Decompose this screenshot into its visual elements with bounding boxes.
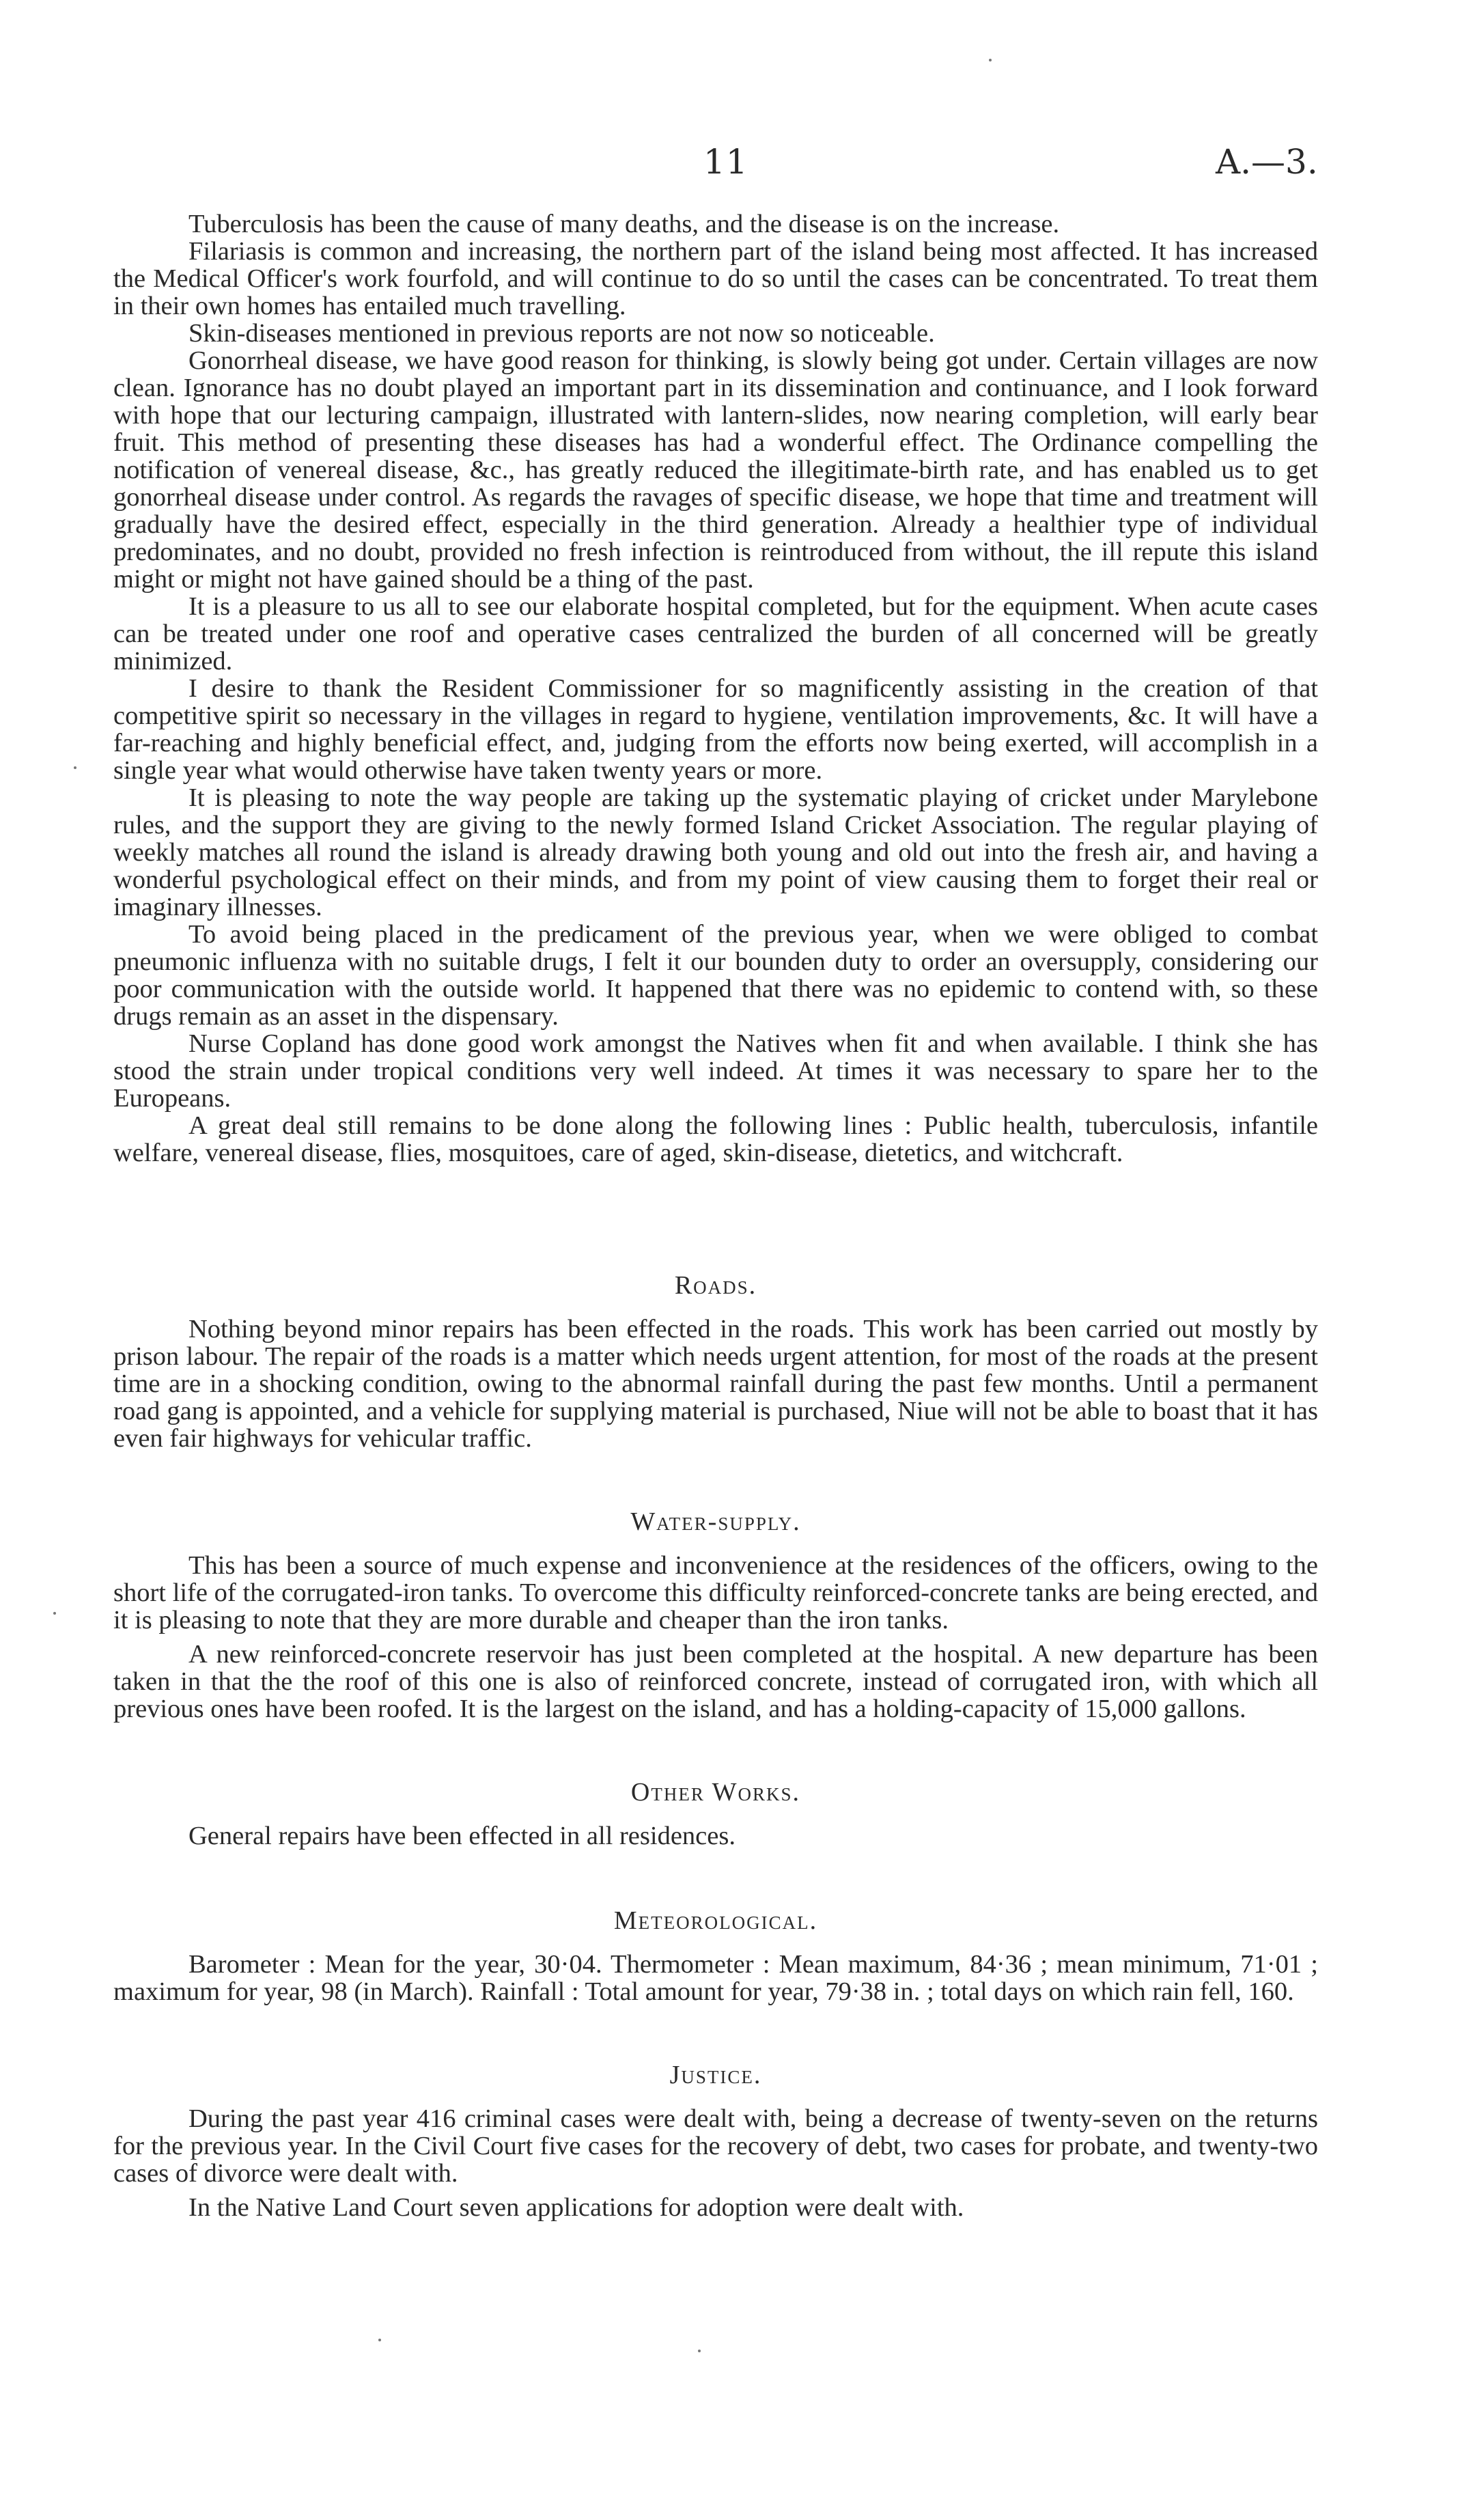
roads-paragraph: Nothing beyond minor repairs has been effected in the roads. This work has been carried out mostly by prison labour. The repair of the roads is a matter which needs urgent attention, for most of the roads at the present time are in a shocking condition, owing to the abnormal rainfall during the past few months. Until a permanent road gang is appointed, and a vehicle for supplying material is purchased, Niue will not be able to boast that it has even fair highways for vehicular traffic.	[113, 1315, 1318, 1453]
document-code: A.—3.	[1216, 142, 1318, 182]
scan-speck	[53, 1612, 56, 1615]
other-works-heading: Other Works.	[630, 1778, 801, 1807]
health-paragraph: It is a pleasure to us all to see our elaborate hospital completed, but for the equipment. When acute cases can be treated under one roof and operative cases centralized the burden of all concerned will be greatly minimized.	[113, 592, 1318, 676]
health-paragraph: Filariasis is common and increasing, the northern part of the island being most affected. It has increased the Medical Officer's work fourfold, and will continue to do so until the cases can be concentrated. To treat them in their own homes has entailed much travelling.	[113, 237, 1318, 320]
water-supply-section	[113, 1552, 1318, 1723]
health-section	[113, 210, 1318, 1167]
meteorological-section	[113, 1951, 1318, 2005]
justice-paragraph: During the past year 416 criminal cases were dealt with, being a decrease of twenty-seven on the returns for the previous year. In the Civil Court five cases for the recovery of debt, two cases for probate, and twenty-two cases of divorce were dealt with.	[113, 2104, 1318, 2188]
scan-speck	[698, 2350, 701, 2352]
meteorological-heading: Meteorological.	[613, 1906, 818, 1935]
other-works-section	[113, 1822, 1318, 1850]
justice-paragraph: In the Native Land Court seven applications for adoption were dealt with.	[188, 2193, 964, 2222]
justice-heading: Justice.	[669, 2061, 762, 2089]
health-paragraph: Gonorrheal disease, we have good reason for thinking, is slowly being got under. Certain villages are now clean. Ignorance has no doubt played an important part in its dissemination and continuance, and I look forward with hope that our lecturing campaign, illustrated with lantern-slides, now nearing completion, will early bear fruit. This method of presenting these diseases has had a wonderful effect. The Ordinance compelling the notification of venereal disease, &c., has greatly reduced the illegitimate-birth rate, and has enabled us to get gonorrheal disease under control. As regards the ravages of specific disease, we hope that time and treatment will gradually have the desired effect, especially in the third generation. Already a healthier type of individual predominates, and no doubt, provided no fresh infection is reintroduced from without, the ill repute this island might or might not have gained should be a thing of the past.	[113, 346, 1318, 594]
scan-speck	[74, 766, 76, 769]
water-supply-paragraph: This has been a source of much expense and inconvenience at the residences of the officers, owing to the short life of the corrugated-iron tanks. To overcome this difficulty reinforced-concrete tanks are being erected, and it is pleasing to note that they are more durable and cheaper than the iron tanks.	[113, 1551, 1318, 1634]
water-supply-heading: Water-supply.	[630, 1507, 801, 1536]
justice-section	[113, 2105, 1318, 2221]
health-paragraph: Tuberculosis has been the cause of many deaths, and the disease is on the increase.	[188, 210, 1060, 238]
scan-speck	[989, 59, 992, 61]
page-number: 11	[703, 142, 748, 182]
health-paragraph: A great deal still remains to be done along the following lines : Public health, tuberculosis, infantile welfare, venereal disease, flies, mosquitoes, care of aged, skin-disease, dietetics, and witchcraft.	[113, 1111, 1318, 1167]
scan-speck	[378, 2339, 381, 2341]
health-paragraph: It is pleasing to note the way people are taking up the systematic playing of cricket under Marylebone rules, and the support they are giving to the newly formed Island Cricket Association. The regular playing of weekly matches all round the island is already drawing both young and old out into the fresh air, and having a wonderful psychological effect on their minds, and from my point of view causing them to forget their real or imaginary illnesses.	[113, 783, 1318, 921]
health-paragraph: Skin-diseases mentioned in previous reports are not now so noticeable.	[188, 319, 935, 348]
roads-section	[113, 1315, 1318, 1452]
roads-heading: Roads.	[674, 1271, 757, 1300]
health-paragraph: To avoid being placed in the predicament of the previous year, when we were obliged to combat pneumonic influenza with no suitable drugs, I felt it our bounden duty to order an oversupply, considering our poor communication with the outside world. It happened that there was no epidemic to contend with, so these drugs remain as an asset in the dispensary.	[113, 920, 1318, 1031]
meteorological-paragraph: Barometer : Mean for the year, 30·04. Thermometer : Mean maximum, 84·36 ; mean minimum, 71·01 ; maximum for year, 98 (in March). Rainfall : Total amount for year, 79·38 in. ; total days on which rain fell, 160.	[113, 1950, 1318, 2006]
other-works-paragraph: General repairs have been effected in all residences.	[188, 1822, 736, 1850]
health-paragraph: Nurse Copland has done good work amongst the Natives when fit and when available. I think she has stood the strain under tropical conditions very well indeed. At times it was necessary to spare her to the Europeans.	[113, 1029, 1318, 1113]
health-paragraph: I desire to thank the Resident Commissioner for so magnificently assisting in the creation of that competitive spirit so necessary in the villages in regard to hygiene, ventilation improvements, &c. It will have a far-reaching and highly beneficial effect, and, judging from the efforts now being exerted, will accomplish in a single year what would otherwise have taken twenty years or more.	[113, 674, 1318, 785]
water-supply-paragraph: A new reinforced-concrete reservoir has just been completed at the hospital. A new departure has been taken in that the the roof of this one is also of reinforced concrete, instead of corrugated iron, with which all previous ones have been roofed. It is the largest on the island, and has a holding-capacity of 15,000 gallons.	[113, 1640, 1318, 1723]
